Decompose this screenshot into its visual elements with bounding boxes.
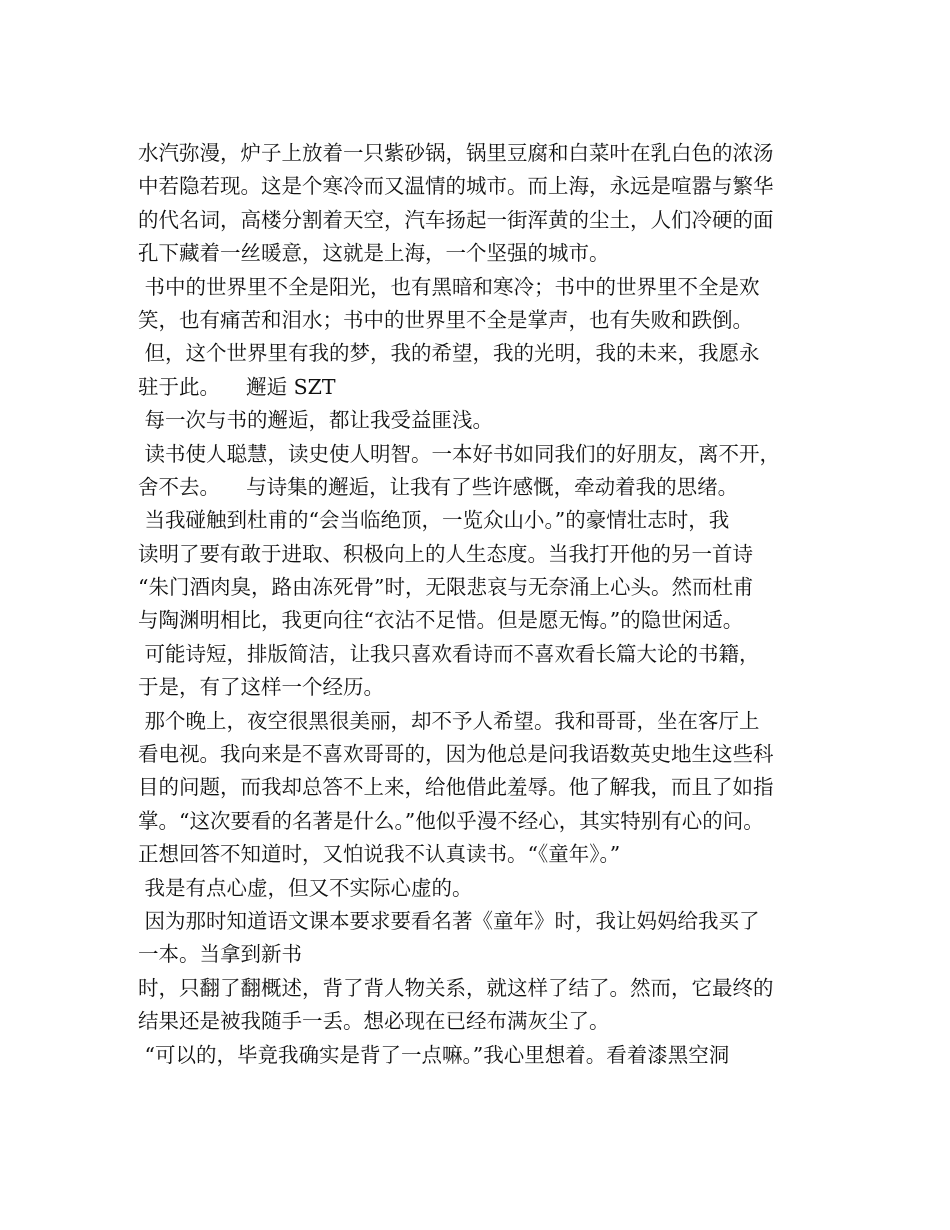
text-line: 正想回答不知道时，又怕说我不认真读书。“《童年》。” [138,842,621,867]
text-line: 结果还是被我随手一丢。想必现在已经布满灰尘了。 [138,1009,610,1034]
text-line: 当我碰触到杜甫的“会当临绝顶，一览众山小。”的豪情壮志时，我 [138,508,730,533]
text-line: 书中的世界里不全是阳光，也有黑暗和寒冷；书中的世界里不全是欢 [138,274,760,299]
text-line: 掌。“这次要看的名著是什么。”他似乎漫不经心，其实特别有心的问。 [138,808,764,833]
text-line: 孔下藏着一丝暖意，这就是上海，一个坚强的城市。 [138,241,610,266]
text-line: 舍不去。 与诗集的邂逅，让我有了些许感慨，牵动着我的思绪。 [138,474,739,499]
text-line: 读明了要有敢于进取、积极向上的人生态度。当我打开他的另一首诗 [138,541,753,566]
text-line: 中若隐若现。这是个寒冷而又温情的城市。而上海，永远是喧嚣与繁华 [138,174,774,199]
text-line: “可以的，毕竟我确实是背了一点嘛。”我心里想着。看着漆黑空洞 [138,1042,730,1067]
text-line: 我是有点心虚，但又不实际心虚的。 [138,875,473,900]
text-line: 因为那时知道语文课本要求要看名著《童年》时，我让妈妈给我买了 [138,908,760,933]
text-line: 水汽弥漫，炉子上放着一只紫砂锅，锅里豆腐和白菜叶在乳白色的浓汤 [138,141,774,165]
text-line: 那个晚上，夜空很黑很美丽，却不予人希望。我和哥哥，坐在客厅上 [138,708,760,733]
text-line: 可能诗短，排版简洁，让我只喜欢看诗而不喜欢看长篇大论的书籍， [138,641,760,666]
text-line: 的代名词，高楼分割着天空，汽车扬起一街浑黄的尘土，人们冷硬的面 [138,207,774,232]
text-line: 笑，也有痛苦和泪水；书中的世界里不全是掌声，也有失败和跌倒。 [138,307,753,332]
text-line: 时，只翻了翻概述，背了背人物关系，就这样了结了。然而，它最终的 [138,975,774,1000]
text-line: 于是，有了这样一个经历。 [138,675,384,700]
text-line: 读书使人聪慧，读史使人明智。一本好书如同我们的好朋友，离不开， [138,441,781,466]
text-line: 但，这个世界里有我的梦，我的希望，我的光明，我的未来，我愿永 [138,341,760,366]
text-line: 驻于此。 邂逅 SZT [138,374,336,399]
text-line: 看电视。我向来是不喜欢哥哥的，因为他总是问我语数英史地生这些科 [138,742,774,767]
text-line: 一本。当拿到新书 [138,942,302,967]
text-line: 目的问题，而我却总答不上来，给他借此羞辱。他了解我，而且了如指 [138,775,774,800]
text-line: “朱门酒肉臭，路由冻死骨”时，无限悲哀与无奈涌上心头。然而杜甫 [138,575,754,600]
text-line: 与陶渊明相比，我更向往“衣沾不足惜。但是愿无悔。”的隐世闲适。 [138,608,744,633]
body-text [138,137,828,1072]
text-line: 每一次与书的邂逅，都让我受益匪浅。 [138,408,494,433]
